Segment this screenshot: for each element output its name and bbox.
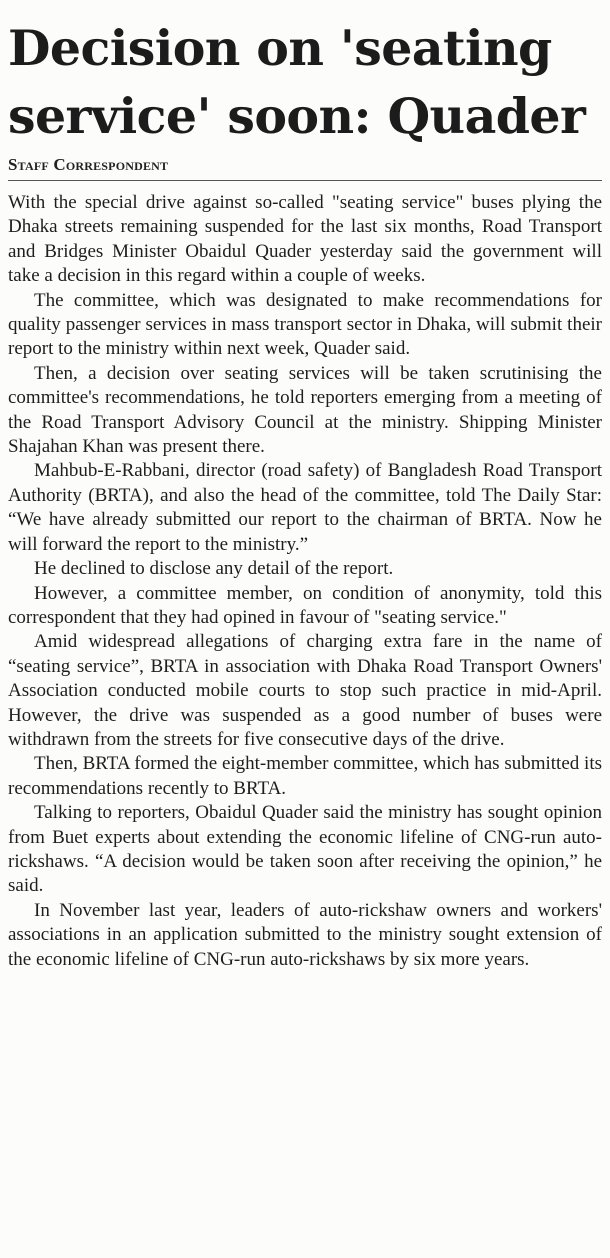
paragraph: Mahbub-E-Rabbani, director (road safety) of Bangladesh Road Transport Authority (BRTA), and also the head of the committee, told The Daily Star: “We have already submitted our report to the chairman of BRTA. Now he will forward the report to the ministry.”	[8, 460, 602, 555]
paragraph: However, a committee member, on condition of anonymity, told this correspondent that they had opined in favour of "seating service."	[8, 582, 602, 628]
paragraph: In November last year, leaders of auto-rickshaw owners and workers' associations in an application submitted to the ministry sought extension of the economic lifeline of CNG-run auto-rickshaws by six more years.	[8, 899, 602, 970]
paragraph: The committee, which was designated to make recommendations for quality passenger services in mass transport sector in Dhaka, will submit their report to the ministry within next week, Quader said.	[8, 289, 602, 360]
paragraph: Talking to reporters, Obaidul Quader said the ministry has sought opinion from Buet experts about extending the economic lifeline of CNG-run auto-rickshaws. “A decision would be taken soon after receiving the opinion,” he said.	[8, 802, 602, 897]
article-body	[8, 191, 602, 972]
headline: Decision on 'seating service' soon: Quader	[8, 19, 586, 145]
byline: Staff Correspondent	[8, 155, 169, 174]
byline-divider	[8, 180, 602, 181]
paragraph: With the special drive against so-called "seating service" buses plying the Dhaka streets remaining suspended for the last six months, Road Transport and Bridges Minister Obaidul Quader yesterday said the government will take a decision in this regard within a couple of weeks.	[8, 192, 602, 287]
paragraph: Amid widespread allegations of charging extra fare in the name of “seating service”, BRTA in association with Dhaka Road Transport Owners' Association conducted mobile courts to stop such practice in mid-April. However, the drive was suspended as a good number of buses were withdrawn from the streets for five consecutive days of the drive.	[8, 631, 602, 750]
paragraph: He declined to disclose any detail of the report.	[34, 558, 394, 580]
paragraph: Then, a decision over seating services will be taken scrutinising the committee's recommendations, he told reporters emerging from a meeting of the Road Transport Advisory Council at the ministry. Shipping Minister Shajahan Khan was present there.	[8, 362, 602, 458]
paragraph: Then, BRTA formed the eight-member committee, which has submitted its recommendations recently to BRTA.	[8, 753, 602, 799]
